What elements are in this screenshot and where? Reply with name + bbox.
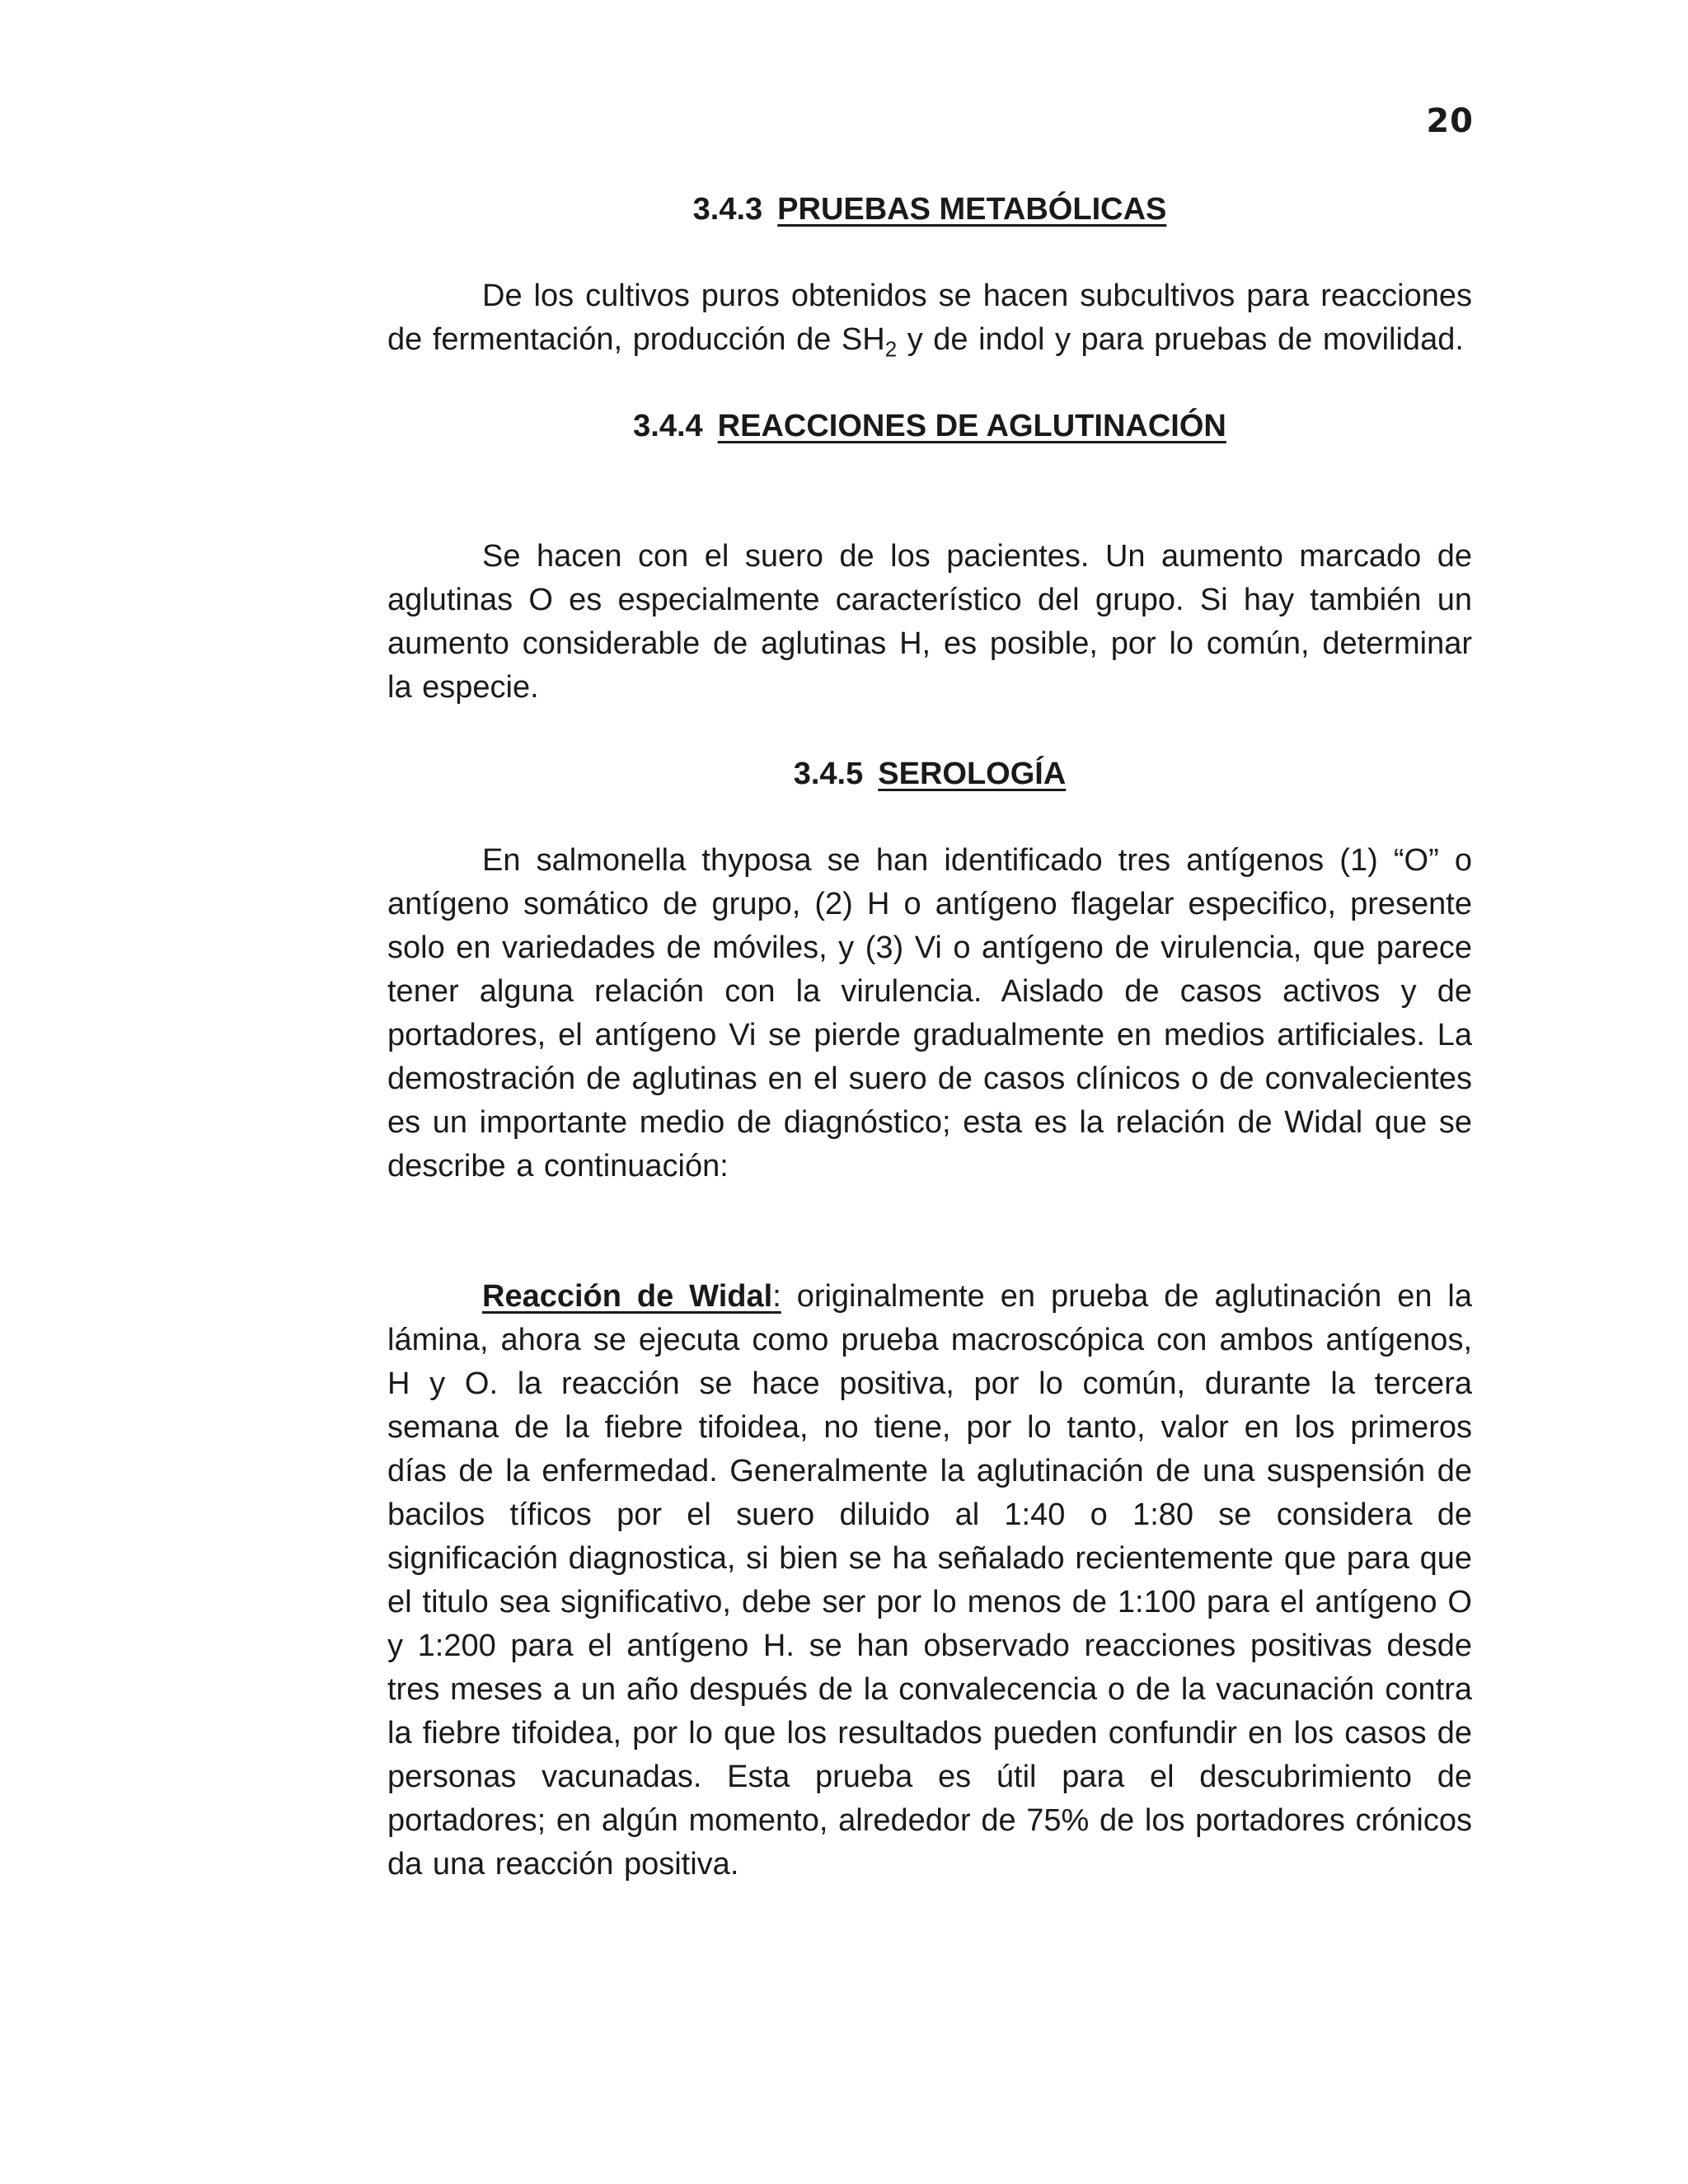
section-number: 3.4.4 (633, 409, 703, 443)
page-content (387, 188, 1472, 1886)
paragraph-text: originalmente en prueba de aglutinación en la lámina, ahora se ejecuta como prueba macroscópica con ambos antígenos, H y O. la reacción se hace positiva, por lo común, durante la tercera semana de la fiebre tifoidea, no tiene, por lo tanto, valor en los primeros días de la enfermedad. Generalmente la aglutinación de una suspensión de bacilos tíficos por el suero diluido al 1:40 o 1:80 se considera de significación diagnostica, si bien se ha señalado recientemente que para que el titulo sea significativo, debe ser por lo menos de 1:100 para el antígeno O y 1:200 para el antígeno H. se han observado reacciones positivas desde tres meses a un año después de la convalecencia o de la vacunación contra la fiebre tifoidea, por lo que los resultados pueden confundir en los casos de personas vacunadas. Esta prueba es útil para el descubrimiento de portadores; en algún momento, alrededor de 75% de los portadores crónicos da una reacción positiva. (387, 1279, 1472, 1882)
page-number: 20 (1426, 102, 1474, 140)
paragraph-text: De los cultivos puros obtenidos se hacen subcultivos para reacciones de fermentación, producción de SH (387, 279, 1472, 357)
section-title: PRUEBAS METABÓLICAS (777, 192, 1167, 227)
section-heading-pruebas-metabolicas (387, 188, 1472, 232)
paragraph-serologia: En salmonella thyposa se han identificado tres antígenos (1) “O” o antígeno somático de grupo, (2) H o antígeno flagelar especifico, presente solo en variedades de móviles, y (3) Vi o antígeno de virulencia, que parece tener alguna relación con la virulencia. Aislado de casos activos y de portadores, el antígeno Vi se pierde gradualmente en medios artificiales. La demostración de aglutinas en el suero de casos clínicos o de convalecientes es un importante medio de diagnóstico; esta es la relación de Widal que se describe a continuación: (387, 843, 1472, 1183)
paragraph-pruebas-metabolicas (387, 274, 1472, 362)
paragraph-text: y de indol y para pruebas de movilidad. (897, 322, 1464, 357)
section-title: REACCIONES DE AGLUTINACIÓN (717, 409, 1226, 443)
widal-lead-term: Reacción de Widal (482, 1279, 773, 1314)
widal-lead-colon: : (772, 1279, 781, 1314)
section-title: SEROLOGÍA (878, 757, 1067, 791)
section-number: 3.4.5 (793, 757, 864, 791)
paragraph-reacciones-aglutinacion: Se hacen con el suero de los pacientes. Un aumento marcado de aglutinas O es especialmente característico del grupo. Si hay también un aumento considerable de aglutinas H, es posible, por lo común, determinar la especie. (387, 539, 1472, 705)
paragraph-reaccion-widal (387, 1275, 1472, 1886)
section-heading-reacciones-aglutinacion (387, 405, 1472, 448)
section-number: 3.4.3 (692, 192, 763, 227)
subscript: 2 (884, 336, 898, 362)
section-heading-serologia (387, 752, 1472, 796)
